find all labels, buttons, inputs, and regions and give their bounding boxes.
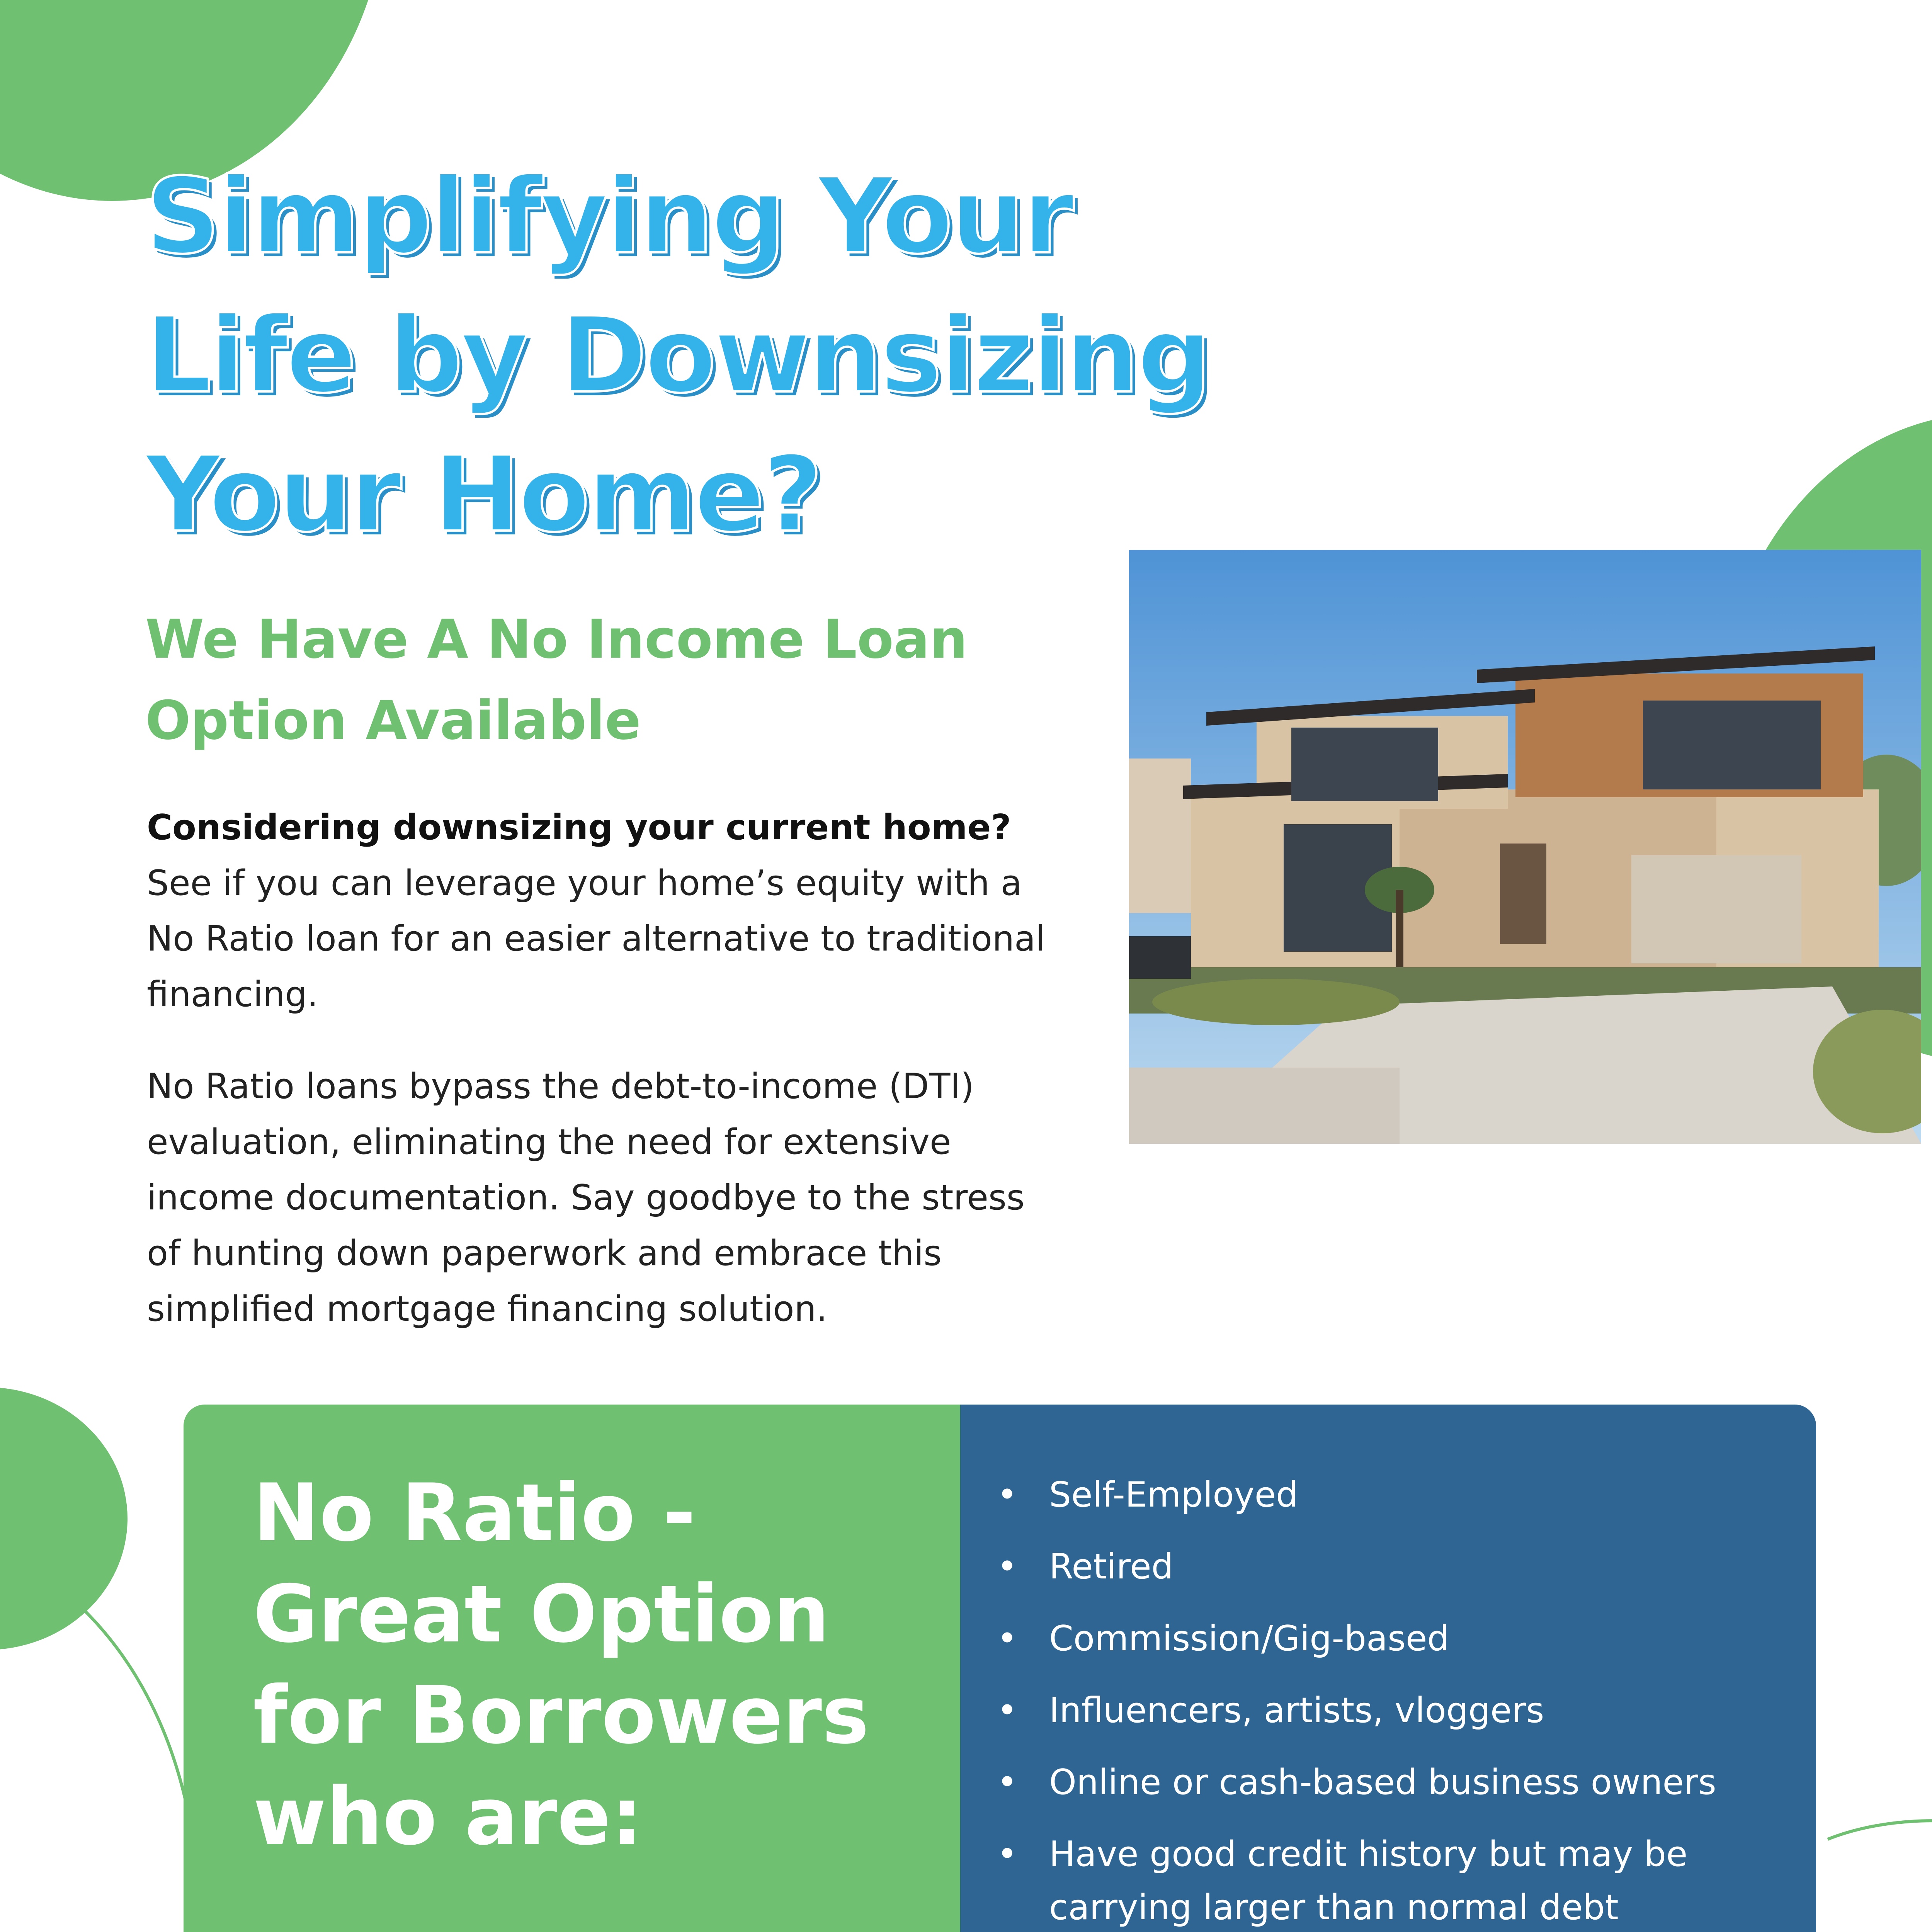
panel-heading-line-4: who are: [253, 1771, 643, 1863]
list-item-text: Influencers, artists, vloggers [1049, 1690, 1544, 1731]
borrower-types-list [993, 1468, 1785, 1932]
bullet-icon: • [997, 1475, 1018, 1515]
intro-question: Considering downsizing your current home? [147, 807, 1011, 848]
bullet-icon: • [997, 1618, 1018, 1659]
intro-paragraph [147, 800, 1055, 1022]
list-item [993, 1468, 1785, 1522]
panel-heading-line-2: Great Option [253, 1568, 830, 1660]
panel-heading-line-3: for Borrowers [253, 1670, 869, 1762]
bullet-icon: • [997, 1762, 1018, 1803]
title-line-2: Life by Downsizing [145, 294, 1210, 416]
list-item [993, 1756, 1785, 1809]
bullet-icon: • [997, 1690, 1018, 1731]
bullet-icon: • [997, 1546, 1018, 1587]
list-item-text: Self-Employed [1049, 1475, 1298, 1515]
house-photo [1129, 550, 1921, 1144]
subtitle-line-2: Option Available [145, 689, 641, 752]
list-item [993, 1540, 1785, 1594]
list-item [993, 1828, 1785, 1932]
list-item-text: Commission/Gig-based [1049, 1618, 1449, 1659]
page-subtitle [145, 599, 1073, 761]
explanation-paragraph: No Ratio loans bypass the debt-to-income (DTI) evaluation, eliminating the need for extensive income documentation. Say goodbye to the stress of hunting down paperwork and embrace this simplified mortgage financing solution. [147, 1066, 1025, 1329]
list-item [993, 1612, 1785, 1665]
list-item-text: Online or cash-based business owners [1049, 1762, 1716, 1803]
list-item-text: Retired [1049, 1546, 1173, 1587]
title-line-1: Simplifying Your [145, 155, 1072, 277]
list-item-text: Have good credit history but may be carrying larger than normal debt [1049, 1834, 1688, 1928]
panel-heading-line-1: No Ratio - [253, 1467, 696, 1559]
list-item [993, 1684, 1785, 1737]
bullet-icon: • [997, 1834, 1018, 1874]
page-title [145, 147, 1227, 564]
intro-text: See if you can leverage your home’s equity with a No Ratio loan for an easier alternative to traditional financing. [147, 863, 1046, 1015]
panel-heading [253, 1463, 910, 1867]
subtitle-line-1: We Have A No Income Loan [145, 608, 968, 670]
title-line-3: Your Home? [145, 434, 821, 555]
